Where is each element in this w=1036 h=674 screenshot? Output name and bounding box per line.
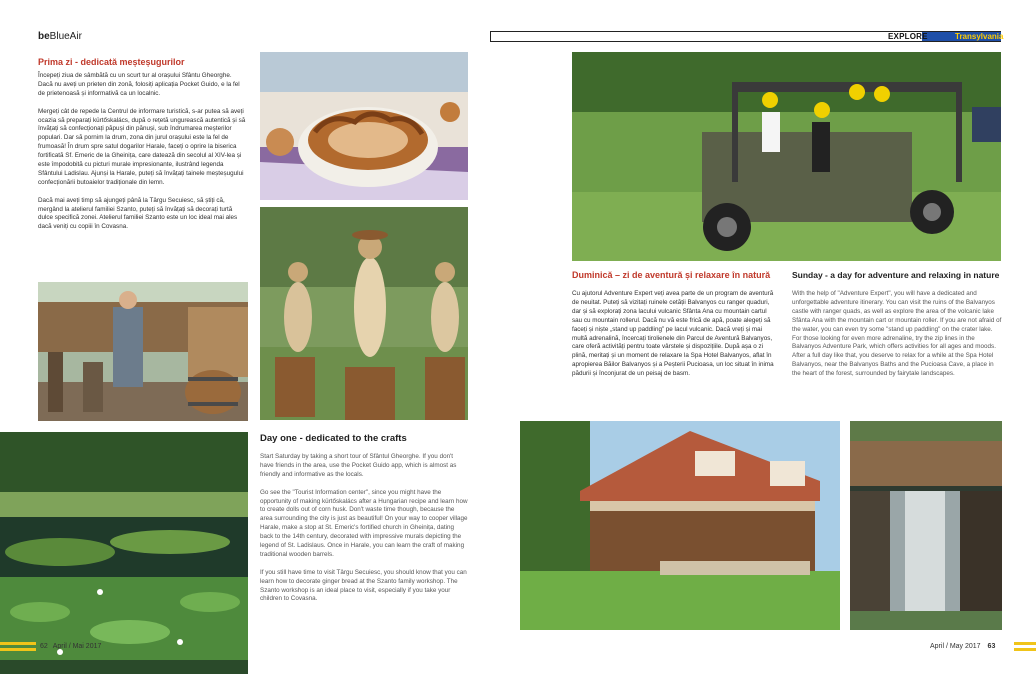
ro-day-one-body bbox=[38, 72, 248, 232]
pond-photo bbox=[0, 432, 248, 674]
barrel-maker-photo bbox=[38, 282, 248, 421]
pastry-photo bbox=[260, 52, 468, 200]
page-number: 63 bbox=[987, 643, 996, 650]
en-sunday-column bbox=[792, 270, 1002, 388]
ranger-quad-photo bbox=[572, 52, 1001, 261]
dolls-photo bbox=[260, 207, 468, 420]
page-number: 62 bbox=[40, 643, 48, 650]
paragraph: Start Saturday by taking a short tour of Sfântul Gheorghe. If you don't have friends in the area, use the Pocket Guido app, which is almost as friendly and informative as the locals. bbox=[260, 453, 457, 478]
folio-stripe-left bbox=[0, 642, 36, 645]
ro-day-one-column bbox=[38, 57, 248, 241]
hotel-photo bbox=[520, 421, 840, 630]
folio-stripe-left-2 bbox=[0, 648, 36, 651]
paragraph: If you still have time to visit Târgu Secuiesc, you should know that you can learn how to decorate ginger bread at the Szanto family workshop. The Szanto workshop is an ideal place to visit, especially if you take your children to Covasna. bbox=[260, 568, 467, 603]
folio-stripe-right bbox=[1014, 642, 1036, 645]
issue-date: April / May 2017 bbox=[930, 643, 981, 650]
en-sunday-heading: Sunday - a day for adventure and relaxing in nature bbox=[792, 270, 1000, 280]
ro-sunday-column bbox=[572, 270, 777, 388]
issue-date: April / Mai 2017 bbox=[52, 643, 102, 650]
en-sunday-body bbox=[792, 290, 1002, 379]
region-label: Transylvania bbox=[955, 32, 1004, 41]
paragraph: With the help of "Adventure Expert", you will have a dedicated and unforgettable adventure itinerary. You can visit the ruins of the Balvanyos castle with ranger quads, as well as explore the area of the volcanic lake Sfânta Ana with the mountain cart or mountain roller. If you are not afraid of the water, you can even try some "stand up paddling" on the crater lake. For those looking for even more adrenaline, try the zip lines in the Balvanyos Adventure Park, which offers activities for all ages and moods. After a full day like that, you deserve to relax for a while at the Spa Hotel Balvanyos, near the Balvanyos Baths and the Pucioasa Cave, a place in the heart of the forest, surrounded by fairytale landscapes. bbox=[792, 290, 1002, 378]
folio-right bbox=[930, 643, 995, 650]
folio-left bbox=[40, 643, 101, 650]
paragraph: Dacă mai aveți timp să ajungeți până la Târgu Secuiesc, să știți că, mergând la atelierul familiei Szanto, puteți să învățați să decorați turtă dulce specifică zonei. Atelierul familiei Szanto este un loc ideal mai ales dacă veniți cu copiii în Covasna. bbox=[38, 196, 238, 231]
en-day-one-body bbox=[260, 453, 468, 604]
ro-day-one-heading: Prima zi - dedicată meșteșugurilor bbox=[38, 57, 185, 67]
en-day-one-heading: Day one - dedicated to the crafts bbox=[260, 433, 407, 444]
en-day-one-column bbox=[260, 433, 468, 613]
folio-stripe-right-2 bbox=[1014, 648, 1036, 651]
paragraph: Cu ajutorul Adventure Expert veți avea parte de un program de aventură de neuitat. Puteți să vizitați ruinele cetății Balvanyos cu ranger quaduri, dar și să explorați zona lacului vulcanic Sfânta Ana cu mountain cartul sau cu mountain rollerul. Dacă nu vă este frică de apă, poate alegeți să faceți și niște „stand up paddling” pe lacul vulcanic. Dacă vreți și mai multă adrenalină, încercați tirolienele din Parcul de Aventură Balvanyos, care oferă activități pentru toate vârstele și dispozițiile. După așa o zi plină, meritați și un moment de relaxare la Spa Hotel Balvanyos, aflat în apropierea Băilor Balvanyos și a Peșterii Pucioasa, un loc situat în inima pădurii și înconjurat de un peisaj de basm. bbox=[572, 290, 774, 378]
section-label: EXPLORE bbox=[888, 32, 928, 41]
waterfall-photo bbox=[850, 421, 1002, 630]
paragraph: Go see the "Tourist Information center", since you might have the opportunity of making kürtőskalács after a Hungarian recipe and learn how to create dolls out of corn husk. Don't waste time though, because the area surrounding the city is just as beautiful! On your way to cooper village Harale, make a stop at St. Emeric's fortified church in Gheinița, dating back to the 14th century, decorated with impressive murals depicting the legend of St. Ladislaus. Once in Harale, you can learn the craft of making traditional wooden barrels. bbox=[260, 488, 468, 558]
brand-logo: beBlueAir bbox=[38, 31, 82, 42]
ro-sunday-heading: Duminică – zi de aventură și relaxare în natură bbox=[572, 270, 771, 280]
paragraph: Începeți ziua de sâmbătă cu un scurt tur al orașului Sfântu Gheorghe. Dacă nu aveți un prieten din zonă, folosiți aplicația Pocket Guido, e la fel de prietenoasă și informativă ca un localnic. bbox=[38, 72, 240, 97]
ro-sunday-body bbox=[572, 290, 777, 379]
paragraph: Mergeți cât de repede la Centrul de informare turistică, s-ar putea să aveți ocazia să preparați kürtőskalács, după o rețetă ungurească autentică și să învățați să confecționați păpuși din pănuși, sub îndrumarea meșterilor populari. Dar să pornim la drum, zona din jurul orașului este la fel de frumoasă! În drum spre satul dogarilor Harale, faceți o oprire la biserica fortificată Sf. Emeric de la Gheinița, care datează din secolul al XIV-lea și este împodobită cu picturi murale impresionante, ilustrând legenda Sfântului Ladislau. Ajunși la Harale, puteți să învățați tainele meșteșugului confecționării butoaielor tradiționale din lemn. bbox=[38, 107, 246, 186]
